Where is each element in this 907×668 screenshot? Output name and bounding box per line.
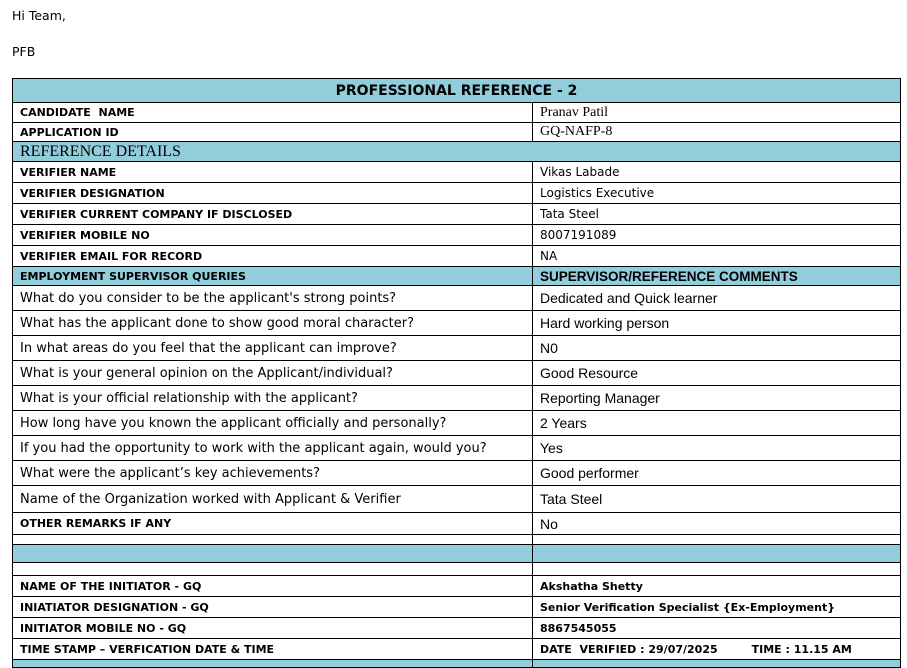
query-answer: N0 <box>533 336 901 361</box>
verifier-label: VERIFIER EMAIL FOR RECORD <box>13 246 533 267</box>
initiator-row <box>13 597 901 618</box>
spacer-row <box>13 563 901 576</box>
separator-cell <box>533 545 901 563</box>
verifier-value: 8007191089 <box>533 225 901 246</box>
query-question: What is your general opinion on the Applicant/individual? <box>13 361 533 386</box>
other-remarks-value: No <box>533 513 901 535</box>
query-answer: Dedicated and Quick learner <box>533 286 901 311</box>
spacer-row <box>13 535 901 545</box>
verifier-value: Vikas Labade <box>533 162 901 183</box>
application-id-label: APPLICATION ID <box>13 123 533 142</box>
separator-row <box>13 545 901 563</box>
verifier-label: VERIFIER DESIGNATION <box>13 183 533 204</box>
footer-band-cell <box>13 660 533 668</box>
query-answer: Reporting Manager <box>533 386 901 411</box>
query-question: What has the applicant done to show good moral character? <box>13 311 533 336</box>
initiator-row <box>13 576 901 597</box>
queries-header-row <box>13 267 901 286</box>
query-answer: Yes <box>533 436 901 461</box>
query-answer: Tata Steel <box>533 486 901 513</box>
queries-header-right: SUPERVISOR/REFERENCE COMMENTS <box>533 267 901 286</box>
query-question: If you had the opportunity to work with the applicant again, would you? <box>13 436 533 461</box>
query-question: Name of the Organization worked with Applicant & Verifier <box>13 486 533 513</box>
verifier-row <box>13 162 901 183</box>
verifier-row <box>13 225 901 246</box>
spacer-cell <box>13 535 533 545</box>
spacer-cell <box>533 535 901 545</box>
query-row <box>13 286 901 311</box>
query-answer: 2 Years <box>533 411 901 436</box>
query-question: What were the applicant’s key achievements? <box>13 461 533 486</box>
initiator-label: NAME OF THE INITIATOR - GQ <box>13 576 533 597</box>
other-remarks-row <box>13 513 901 535</box>
footer-band-cell <box>533 660 901 668</box>
query-row <box>13 386 901 411</box>
verifier-value: Tata Steel <box>533 204 901 225</box>
candidate-name-label: CANDIDATE NAME <box>13 103 533 123</box>
verifier-label: VERIFIER NAME <box>13 162 533 183</box>
query-question: How long have you known the applicant officially and personally? <box>13 411 533 436</box>
candidate-name-value: Pranav Patil <box>533 103 901 123</box>
initiator-label: INIATIATOR DESIGNATION - GQ <box>13 597 533 618</box>
application-id-value: GQ-NAFP-8 <box>533 123 901 142</box>
separator-cell <box>13 545 533 563</box>
application-id-row <box>13 123 901 142</box>
verifier-row <box>13 246 901 267</box>
query-question: What is your official relationship with the applicant? <box>13 386 533 411</box>
candidate-name-row <box>13 103 901 123</box>
verifier-row <box>13 183 901 204</box>
initiator-label: INITIATOR MOBILE NO - GQ <box>13 618 533 639</box>
pfb-text: PFB <box>12 44 36 59</box>
query-row <box>13 486 901 513</box>
verifier-label: VERIFIER CURRENT COMPANY IF DISCLOSED <box>13 204 533 225</box>
verifier-row <box>13 204 901 225</box>
query-row <box>13 336 901 361</box>
initiator-value: Senior Verification Specialist {Ex-Employment} <box>533 597 901 618</box>
other-remarks-label: OTHER REMARKS IF ANY <box>13 513 533 535</box>
verifier-label: VERIFIER MOBILE NO <box>13 225 533 246</box>
queries-header-left: EMPLOYMENT SUPERVISOR QUERIES <box>13 267 533 286</box>
table-title-row <box>13 79 901 103</box>
verified-time: TIME : 11.15 AM <box>751 642 852 656</box>
professional-reference-table <box>12 78 901 668</box>
verified-date: DATE VERIFIED : 29/07/2025 <box>540 642 718 656</box>
footer-band-row <box>13 660 901 668</box>
query-answer: Good performer <box>533 461 901 486</box>
query-row <box>13 411 901 436</box>
query-answer: Hard working person <box>533 311 901 336</box>
table-title: PROFESSIONAL REFERENCE - 2 <box>13 79 901 103</box>
timestamp-label: TIME STAMP – VERFICATION DATE & TIME <box>13 639 533 660</box>
query-row <box>13 361 901 386</box>
initiator-row <box>13 618 901 639</box>
initiator-value: 8867545055 <box>533 618 901 639</box>
spacer-cell <box>533 563 901 576</box>
query-question: In what areas do you feel that the applicant can improve? <box>13 336 533 361</box>
reference-details-row <box>13 142 901 162</box>
verifier-value: NA <box>533 246 901 267</box>
query-answer: Good Resource <box>533 361 901 386</box>
query-row <box>13 311 901 336</box>
spacer-cell <box>13 563 533 576</box>
greeting-text: Hi Team, <box>12 8 66 23</box>
verifier-value: Logistics Executive <box>533 183 901 204</box>
query-question: What do you consider to be the applicant's strong points? <box>13 286 533 311</box>
initiator-value: Akshatha Shetty <box>533 576 901 597</box>
query-row <box>13 461 901 486</box>
reference-details-heading: REFERENCE DETAILS <box>13 142 901 162</box>
timestamp-row <box>13 639 901 660</box>
timestamp-value <box>533 639 901 660</box>
query-row <box>13 436 901 461</box>
